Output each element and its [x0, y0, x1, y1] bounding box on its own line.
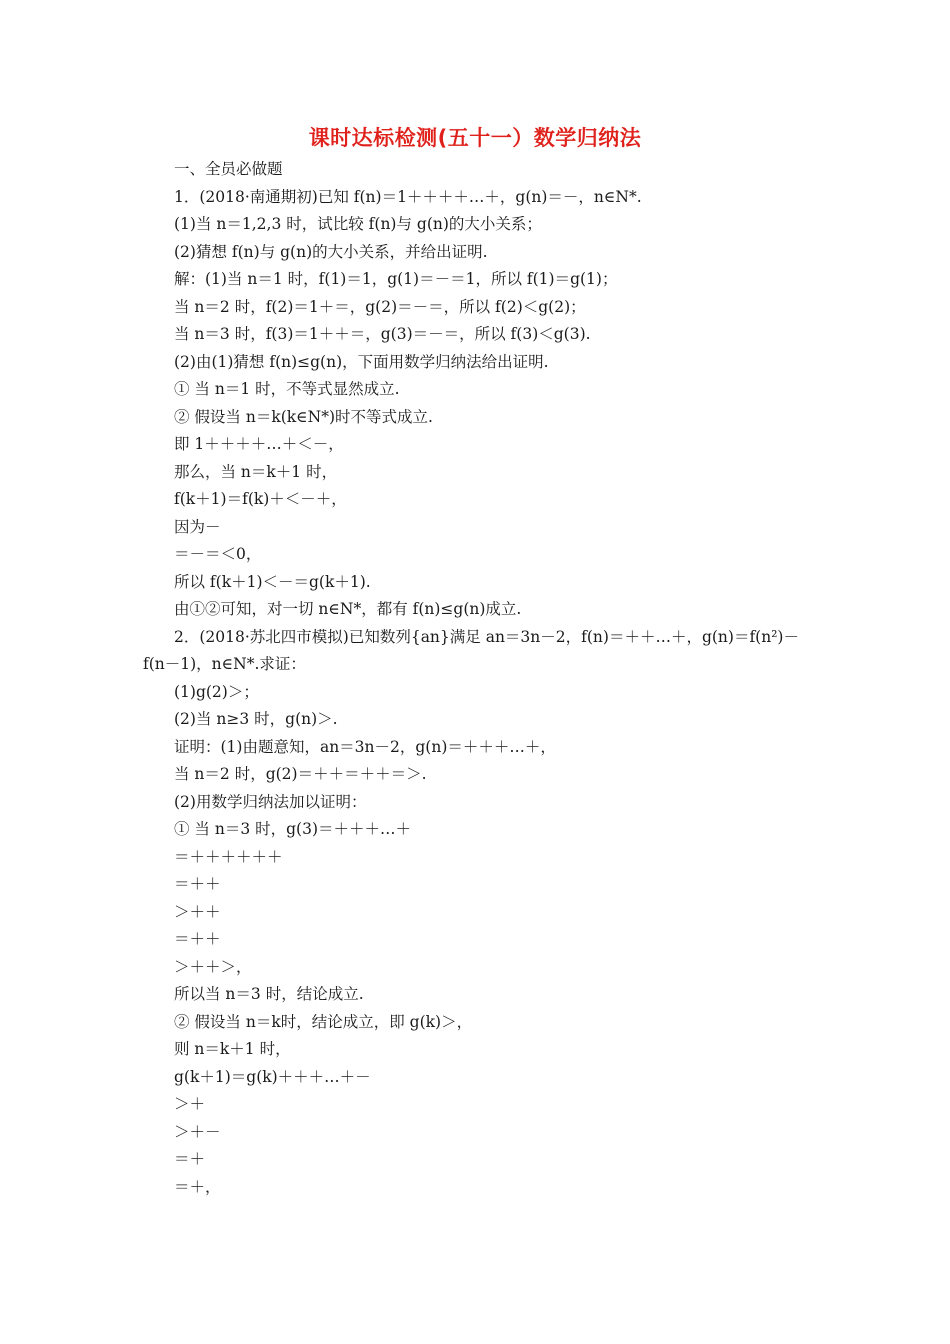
problem-1-part-2: (2)猜想 f(n)与 g(n)的大小关系，并给出证明. [174, 243, 488, 261]
proof-line: ＝＋＋＋＋＋＋ [174, 848, 283, 866]
solution-line: (2)由(1)猜想 f(n)≤g(n)，下面用数学归纳法给出证明. [174, 353, 549, 371]
proof-line: g(k＋1)＝g(k)＋＋＋…＋－ [174, 1068, 371, 1086]
proof-line: ＝＋＋ [174, 875, 221, 893]
problem-2-statement-cont: f(n－1)，n∈N*.求证： [143, 655, 306, 673]
solution-line: ① 当 n＝1 时，不等式显然成立. [174, 380, 400, 398]
document-title: 课时达标检测(五十一）数学归纳法 [308, 126, 642, 150]
proof-line: ② 假设当 n＝k时，结论成立，即 g(k)＞， [174, 1013, 473, 1031]
proof-line: ＝＋＋ [174, 930, 221, 948]
problem-1-statement: 1．(2018·南通期初)已知 f(n)＝1＋＋＋＋…＋，g(n)＝－，n∈N*. [174, 188, 642, 206]
proof-line: (2)用数学归纳法加以证明： [174, 793, 367, 811]
solution-line: 当 n＝2 时，f(2)＝1＋＝，g(2)＝－＝，所以 f(2)＜g(2)； [174, 298, 586, 316]
proof-line: ＞＋－ [174, 1123, 221, 1141]
proof-line: 所以当 n＝3 时，结论成立. [174, 985, 364, 1003]
solution-line: f(k＋1)＝f(k)＋＜－＋， [174, 490, 347, 508]
proof-line: ＝＋， [174, 1178, 221, 1196]
problem-2-statement: 2．(2018·苏北四市模拟)已知数列{an}满足 an＝3n－2，f(n)＝＋＋…＋，g(n)＝f(n²)－ [174, 628, 799, 646]
section-heading: 一、全员必做题 [174, 160, 283, 178]
proof-line: ＝＋ [174, 1150, 206, 1168]
solution-line: ② 假设当 n＝k(k∈N*)时不等式成立. [174, 408, 433, 426]
proof-line: 当 n＝2 时，g(2)＝＋＋＝＋＋＝＞. [174, 765, 427, 783]
proof-line: ＞＋＋ [174, 903, 221, 921]
solution-line: 由①②可知，对一切 n∈N*，都有 f(n)≤g(n)成立. [174, 600, 522, 618]
proof-line: ① 当 n＝3 时，g(3)＝＋＋＋…＋ [174, 820, 412, 838]
solution-line: 当 n＝3 时，f(3)＝1＋＋＝，g(3)＝－＝，所以 f(3)＜g(3). [174, 325, 591, 343]
solution-line: 所以 f(k＋1)＜－＝g(k＋1). [174, 573, 371, 591]
solution-line: 即 1＋＋＋＋…＋＜－， [174, 435, 344, 453]
problem-2-part-1: (1)g(2)＞； [174, 683, 259, 701]
problem-1-part-1: (1)当 n＝1,2,3 时，试比较 f(n)与 g(n)的大小关系； [174, 215, 542, 233]
problem-2-part-2: (2)当 n≥3 时，g(n)＞. [174, 710, 338, 728]
solution-line: ＝－＝＜0， [174, 545, 262, 563]
proof-line: 则 n＝k＋1 时， [174, 1040, 291, 1058]
proof-line: ＞＋ [174, 1095, 206, 1113]
solution-line: 因为－ [174, 518, 221, 536]
proof-line: 证明：(1)由题意知，an＝3n－2，g(n)＝＋＋＋…＋， [174, 738, 556, 756]
solution-line: 那么，当 n＝k＋1 时， [174, 463, 338, 481]
solution-line: 解：(1)当 n＝1 时，f(1)＝1，g(1)＝－＝1，所以 f(1)＝g(1)； [174, 270, 618, 288]
proof-line: ＞＋＋＞， [174, 958, 252, 976]
